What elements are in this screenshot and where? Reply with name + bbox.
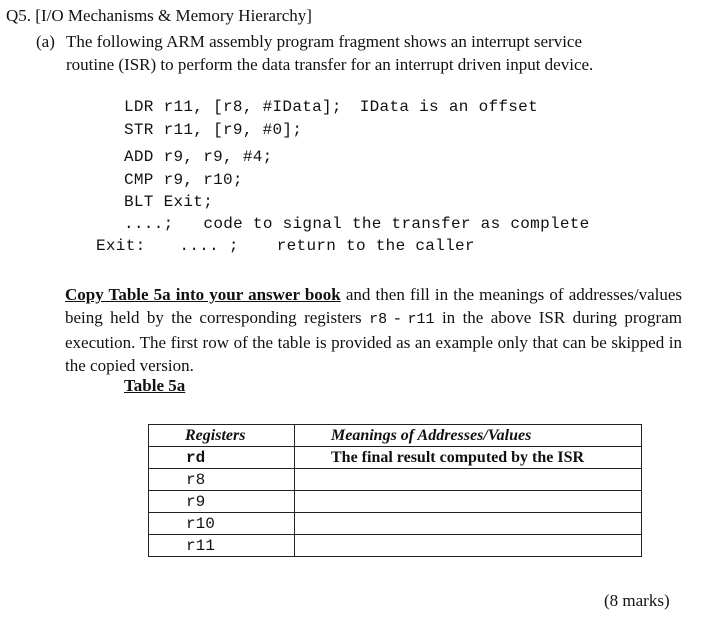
code-line-5: BLT Exit;	[124, 193, 214, 211]
code-line-1	[124, 98, 538, 116]
instructions-dash: -	[387, 308, 408, 327]
part-text-line-1: The following ARM assembly program fragment shows an interrupt service	[66, 32, 583, 51]
code-line-3: ADD r9, r9, #4;	[124, 148, 273, 166]
register-cell: r10	[149, 513, 295, 535]
meaning-cell	[295, 535, 642, 557]
meaning-cell: The final result computed by the ISR	[295, 447, 642, 469]
table-row	[149, 447, 642, 469]
code-comment: IData is an offset	[359, 98, 538, 116]
code-line-7	[96, 237, 475, 255]
register-cell: r9	[149, 491, 295, 513]
meaning-cell	[295, 491, 642, 513]
meaning-cell	[295, 513, 642, 535]
part-label: (a)	[36, 32, 55, 51]
code-instruction: .... ;	[179, 237, 239, 255]
code-line-2: STR r11, [r9, #0];	[124, 121, 303, 139]
code-line-4: CMP r9, r10;	[124, 171, 243, 189]
table-row	[149, 513, 642, 535]
marks-label: (8 marks)	[604, 591, 670, 610]
part-text-line-2: routine (ISR) to perform the data transfer for an interrupt driven input device.	[66, 55, 594, 74]
table-row	[149, 491, 642, 513]
code-instruction: LDR r11, [r8, #IData];	[124, 98, 342, 116]
instructions-underlined: Copy Table 5a into your answer book	[65, 285, 341, 304]
header-meanings: Meanings of Addresses/Values	[295, 425, 642, 447]
registers-table	[148, 424, 642, 557]
register-to: r11	[407, 311, 435, 328]
register-cell: rd	[149, 447, 295, 469]
register-cell: r8	[149, 469, 295, 491]
register-from: r8	[369, 311, 388, 328]
table-header-row	[149, 425, 642, 447]
instructions-paragraph	[65, 283, 682, 377]
table-title: Table 5a	[124, 376, 186, 395]
table-row	[149, 535, 642, 557]
code-comment: code to signal the transfer as complete	[203, 215, 590, 233]
meaning-cell	[295, 469, 642, 491]
code-comment: return to the caller	[276, 237, 475, 255]
table-row	[149, 469, 642, 491]
instructions-rest: in the above ISR during program execution. The first row of the table is provided as an example only that can be skipped in the copied version.	[65, 308, 682, 375]
header-registers: Registers	[149, 425, 295, 447]
code-label: Exit:	[96, 237, 146, 255]
instructions-text: and then fill in the meanings of addresses/values being held by the corresponding registers	[65, 285, 682, 327]
question-title: Q5. [I/O Mechanisms & Memory Hierarchy]	[6, 6, 312, 25]
code-line-6	[124, 215, 590, 233]
code-instruction: ....;	[124, 215, 174, 233]
register-cell: r11	[149, 535, 295, 557]
